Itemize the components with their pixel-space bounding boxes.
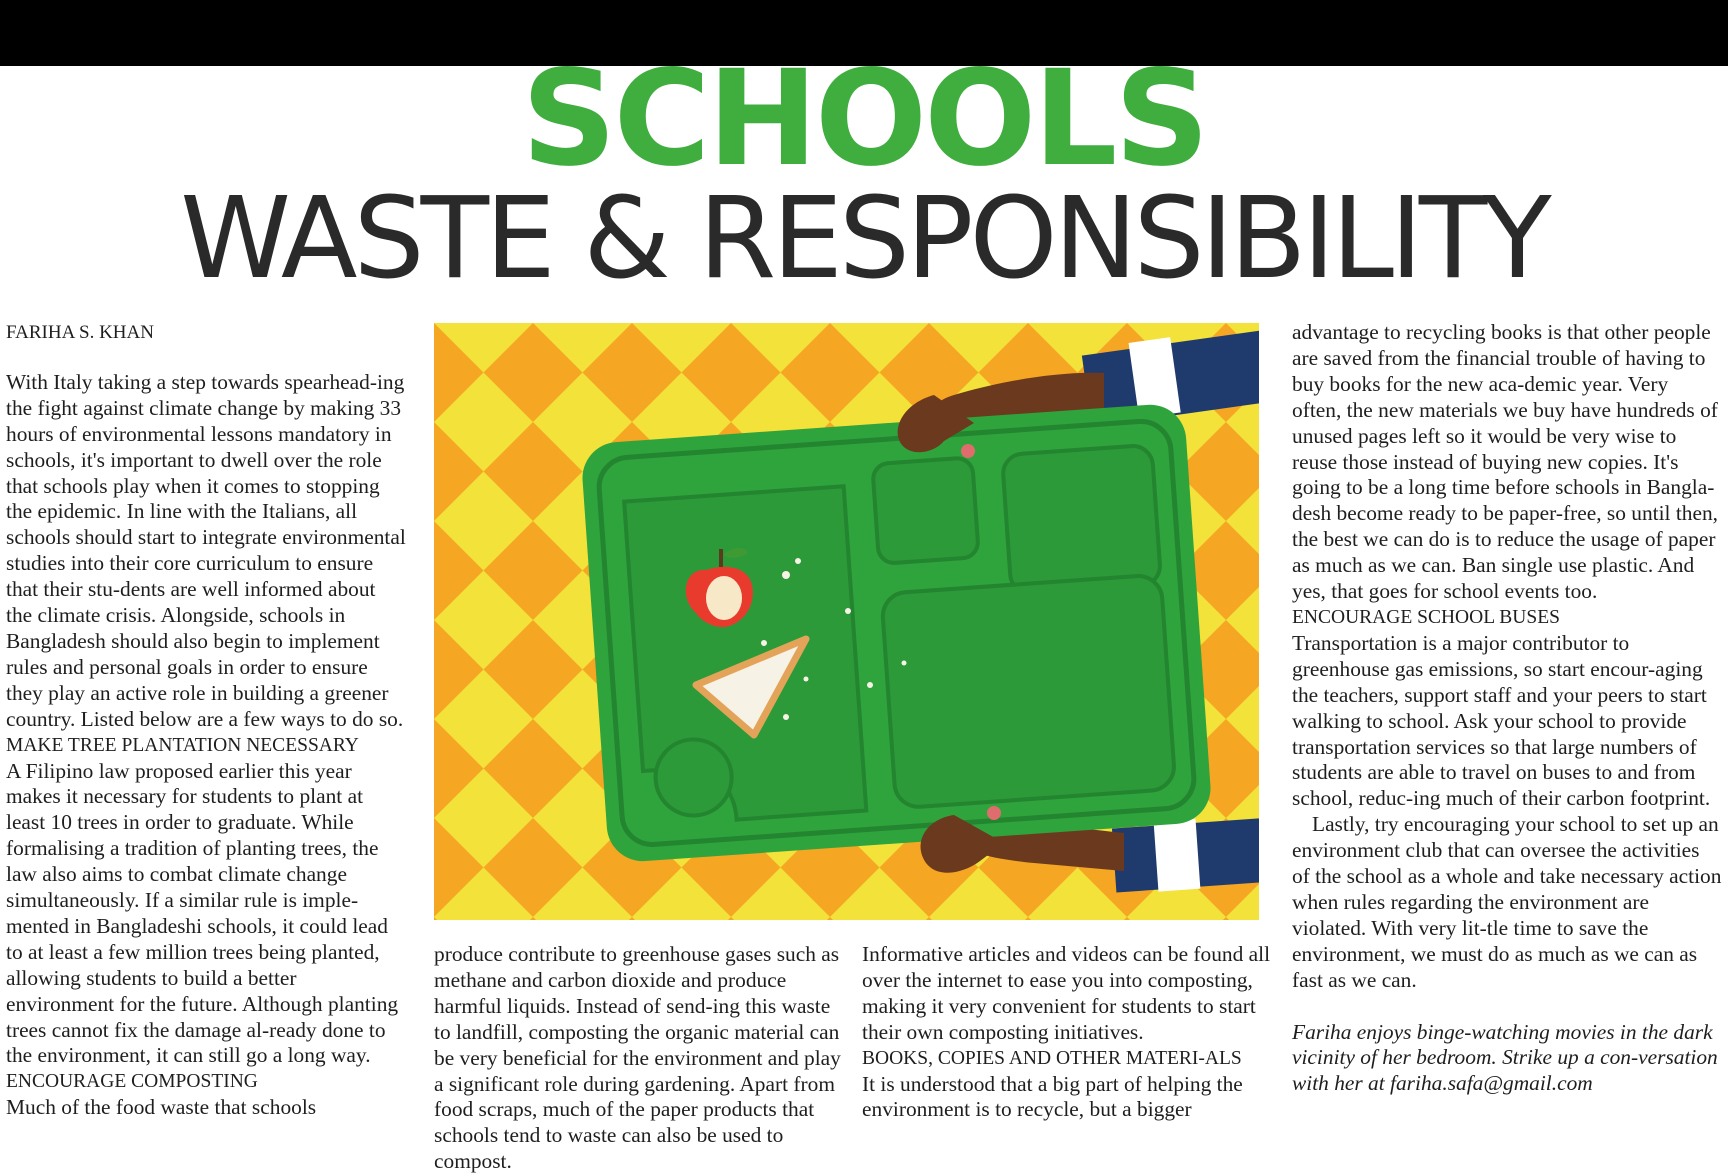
composting-paragraph-cont: produce contribute to greenhouse gases such as methane and carbon dioxide and produce harmful liquids. Instead of send-ing this waste to landfill, composting the organic material can be very beneficial for the environment and play a significant role during gardening. Apart from food scraps, much of the paper products that schools tend to waste can also be used to compost. — [434, 942, 841, 1174]
intro-paragraph: With Italy taking a step towards spearhead-ing the fight against climate change by making 33 hours of environmental lessons mandatory in schools, it's important to dwell over the role that schools play when it comes to stopping the epidemic. In line with the Italians, all schools should start to integrate environmental studies into their core curriculum to ensure that their stu-dents are well informed about the climate crisis. Alongside, schools in Bangladesh should also begin to implement rules and personal goals in order to ensure they play an active role in building a greener country. Listed below are a few ways to do so. — [6, 369, 406, 731]
section-kicker: SCHOOLS — [521, 42, 1207, 196]
subheading-buses: ENCOURAGE SCHOOL BUSES — [1292, 606, 1560, 628]
article-column-2 — [434, 942, 844, 1175]
subheading-books: BOOKS, COPIES AND OTHER MATERI-ALS — [862, 1047, 1242, 1069]
illustration-svg — [434, 323, 1259, 920]
subheading-trees: MAKE TREE PLANTATION NECESSARY — [6, 734, 359, 756]
page-headline: WASTE & RESPONSIBILITY — [180, 174, 1548, 304]
article-column-3 — [862, 942, 1272, 1123]
composting-paragraph-end: Informative articles and videos can be found all over the internet to ease you into composting, making it very convenient for students to start their own composting initiatives. — [862, 942, 1271, 1044]
closing-paragraph: Lastly, try encouraging your school to set up an environment club that can oversee the activities of the school as a whole and take necessary action when rules regarding the environment are violated. With very lit-tle time to save the environment, we must do as much as we can as fast as we can. — [1292, 812, 1722, 992]
byline: FARIHA S. KHAN — [6, 322, 154, 343]
spacer — [1292, 994, 1722, 1020]
trees-paragraph: A Filipino law proposed earlier this year makes it necessary for students to plant at least 10 trees in order to graduate. While formalising a tradition of planting trees, the law also aims to combat climate change simultaneously. If a similar rule is imple-mented in Bangladeshi schools, it could lead to at least a few million trees being planted, allowing students to build a better environment for the future. Although planting trees cannot fix the damage al-ready done to the environment, it can still go a long way. — [6, 758, 399, 1068]
composting-paragraph-start: Much of the food waste that schools — [6, 1095, 317, 1120]
article-column-1 — [6, 320, 406, 1121]
article-column-4 — [1292, 320, 1722, 1097]
books-paragraph-start: It is understood that a big part of helping the environment is to recycle, but a bigger — [862, 1071, 1243, 1122]
subheading-composting: ENCOURAGE COMPOSTING — [6, 1071, 258, 1093]
books-paragraph-cont: advantage to recycling books is that other people are saved from the financial trouble of having to buy books for the new aca-demic year. Very often, the new materials we buy have hundreds of unused pages left so it would be very wise to reuse those instead of buying new copies. It's going to be a long time before schools in Bangla-desh become ready to be paper-free, so until then, the best we can do is to reduce the usage of paper as much as we can. Ban single use plastic. And yes, that goes for school events too. — [1292, 320, 1719, 604]
author-bio: Fariha enjoys binge-watching movies in the dark vicinity of her bedroom. Strike up a con-versation with her at fariha.safa@gmail.com — [1292, 1019, 1718, 1096]
buses-paragraph: Transportation is a major contributor to greenhouse gas emissions, so start encour-aging the teachers, support staff and your peers to start walking to school. Ask your school to provide transportation services so that large numbers of students are able to travel on buses to and from school, reduc-ing much of their carbon footprint. — [1292, 630, 1711, 811]
lunch-tray — [580, 402, 1213, 863]
lunch-tray-illustration — [434, 323, 1259, 920]
